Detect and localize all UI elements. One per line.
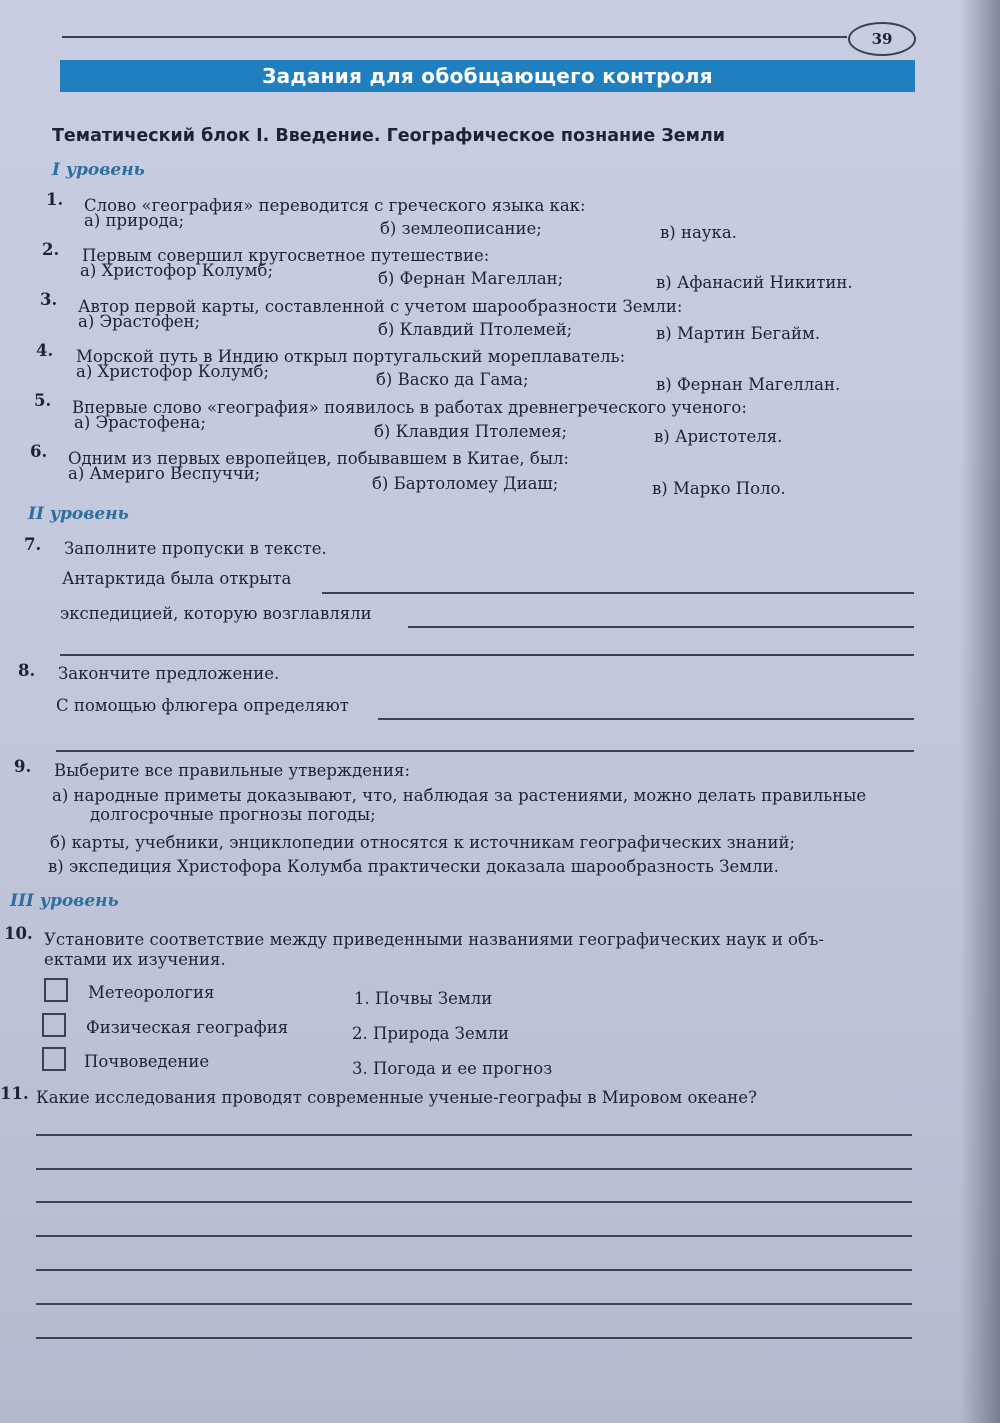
answer-line[interactable]: [36, 1235, 912, 1237]
match-answer-box[interactable]: [42, 1047, 66, 1071]
question-number: 6.: [30, 442, 48, 461]
match-answer-box[interactable]: [42, 1013, 66, 1037]
answer-line[interactable]: [36, 1269, 912, 1271]
statement-a-continued: долгосрочные прогнозы погоды;: [90, 805, 376, 824]
option-b[interactable]: б) Клавдия Птолемея;: [374, 422, 568, 441]
option-b[interactable]: б) Васко да Гама;: [376, 370, 529, 389]
statement-c[interactable]: в) экспедиция Христофора Колумба практически доказала шарообразность Земли.: [48, 857, 779, 876]
science-name: Почвоведение: [84, 1052, 210, 1071]
answer-line[interactable]: [378, 718, 914, 720]
question-text: Закончите предложение.: [58, 664, 280, 683]
question-text: Установите соответствие между приведенными названиями географических наук и объ-: [44, 930, 824, 949]
level-1-heading: I уровень: [52, 160, 145, 180]
option-a[interactable]: а) Христофор Колумб;: [76, 362, 270, 381]
option-c[interactable]: в) наука.: [660, 223, 737, 242]
option-c[interactable]: в) Фернан Магеллан.: [656, 375, 841, 394]
answer-line[interactable]: [56, 750, 914, 752]
question-text: Какие исследования проводят современные ученые-географы в Мировом океане?: [36, 1088, 757, 1107]
question-number: 3.: [40, 290, 58, 309]
option-a[interactable]: а) Эрастофена;: [74, 413, 206, 432]
option-c[interactable]: в) Мартин Бегайм.: [656, 324, 821, 343]
study-object: 2. Природа Земли: [352, 1024, 510, 1043]
answer-line[interactable]: [408, 626, 914, 628]
statement-a[interactable]: а) народные приметы доказывают, что, наблюдая за растениями, можно делать правильные: [52, 786, 867, 805]
option-c[interactable]: в) Афанасий Никитин.: [656, 273, 853, 292]
option-a[interactable]: а) природа;: [84, 211, 185, 230]
science-name: Метеорология: [88, 983, 215, 1002]
question-text: Первым совершил кругосветное путешествие:: [82, 246, 490, 265]
question-number: 10.: [4, 924, 33, 943]
option-c[interactable]: в) Аристотеля.: [654, 427, 783, 446]
fill-in-label: Антарктида была открыта: [62, 569, 292, 588]
section-banner: Задания для обобщающего контроля: [60, 60, 915, 92]
level-3-heading: III уровень: [10, 891, 119, 911]
answer-line[interactable]: [60, 654, 914, 656]
match-answer-box[interactable]: [44, 978, 68, 1002]
fill-in-label: экспедицией, которую возглавляли: [60, 604, 372, 623]
study-object: 1. Почвы Земли: [354, 989, 493, 1008]
answer-line[interactable]: [36, 1201, 912, 1203]
answer-line[interactable]: [36, 1303, 912, 1305]
question-number: 11.: [0, 1084, 29, 1103]
question-number: 1.: [46, 190, 64, 209]
question-text: Автор первой карты, составленной с учетом шарообразности Земли:: [78, 297, 683, 316]
header-rule: [62, 36, 847, 38]
block-title: Тематический блок I. Введение. Географическое познание Земли: [52, 126, 726, 146]
question-text: Впервые слово «география» появилось в работах древнегреческого ученого:: [72, 398, 747, 417]
option-b[interactable]: б) Фернан Магеллан;: [378, 269, 564, 288]
answer-line[interactable]: [322, 592, 914, 594]
level-2-heading: II уровень: [28, 504, 129, 524]
question-number: 2.: [42, 240, 60, 259]
study-object: 3. Погода и ее прогноз: [352, 1059, 553, 1078]
question-text: Слово «география» переводится с греческого языка как:: [84, 196, 586, 215]
question-text: Морской путь в Индию открыл португальский мореплаватель:: [76, 347, 626, 366]
statement-b[interactable]: б) карты, учебники, энциклопедии относятся к источникам географических знаний;: [50, 833, 796, 852]
page-edge-shadow: [960, 0, 1000, 1423]
option-b[interactable]: б) Бартоломеу Диаш;: [372, 474, 559, 493]
answer-line[interactable]: [36, 1134, 912, 1136]
question-number: 4.: [36, 341, 54, 360]
question-number: 7.: [24, 535, 42, 554]
question-text: Выберите все правильные утверждения:: [54, 761, 410, 780]
option-c[interactable]: в) Марко Поло.: [652, 479, 786, 498]
science-name: Физическая география: [86, 1018, 289, 1037]
option-b[interactable]: б) землеописание;: [380, 219, 542, 238]
question-text-continued: ектами их изучения.: [44, 950, 226, 969]
option-a[interactable]: а) Америго Веспуччи;: [68, 464, 261, 483]
question-number: 9.: [14, 757, 32, 776]
question-number: 5.: [34, 391, 52, 410]
question-text: Одним из первых европейцев, побывавшем в Китае, был:: [68, 449, 569, 468]
option-a[interactable]: а) Христофор Колумб;: [80, 261, 274, 280]
option-b[interactable]: б) Клавдий Птолемей;: [378, 320, 573, 339]
question-number: 8.: [18, 661, 36, 680]
answer-line[interactable]: [36, 1337, 912, 1339]
page-number: 39: [848, 22, 916, 56]
option-a[interactable]: а) Эрастофен;: [78, 312, 201, 331]
answer-line[interactable]: [36, 1168, 912, 1170]
question-text: Заполните пропуски в тексте.: [64, 539, 327, 558]
fill-in-label: С помощью флюгера определяют: [56, 696, 349, 715]
